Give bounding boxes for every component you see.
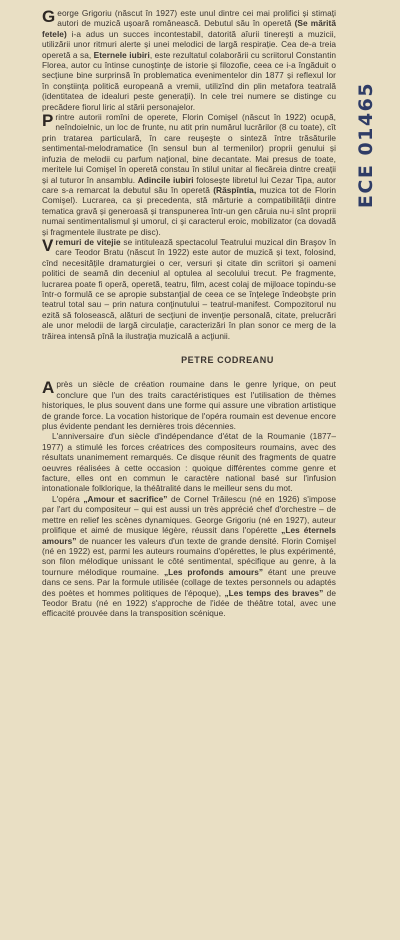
french-paragraph-works (42, 494, 336, 619)
work-title: „Les temps des braves” (224, 587, 324, 598)
text-run: eorge Grigoriu (născut în 1927) este unul dintre cei mai prolifici și stimați autori de muzică ușoară românească. Debutul său în operetă (57, 8, 336, 29)
work-title: „Les profonds amours” (163, 566, 264, 577)
paragraph-bratu (42, 237, 336, 341)
french-section (42, 379, 336, 618)
text-run: rintre autorii romîni de operete, Florin Comişel (născut în 1922) ocupă, neîndoielnic, un loc de frunte, nu atit prin numărul lucrărilor (8 cu toate), cît prin tratarea particulară, în care reuşeşte o sinteză între trăsăturile sentimental-melodramatice (în sensul bun al termenilor) proprii genului și infuzia de melodii cu parfum naţional, bine decantate. Mai presus de toate, meritele lui Comişel în operetă constau în stilul unitar al fiecăreia dintre creații și al tuturor în ansamblu. (42, 112, 336, 185)
text-run: muzica tot de Florin Comişel). Lucrarea, ca și precedenta, stă mărturie a compatibilității dintre tematica gravă și generoasă și transpunerea într-un gen căruia nu-i sînt proprii numai sentimentalismul şi umorul, ci şi caracterul eroic, mobilizator (ca dovadă și fragmentele ilustrate pe disc). (42, 184, 336, 237)
work-title: (Se mărită fetele) (42, 18, 337, 39)
drop-cap: P (42, 111, 54, 131)
text-run: se intitulează spectacolul Teatrului muzical din Braşov în care Teodor Bratu (născut în 1922) este autor de muzică și text, folosind, cînd necesitățile dramaturgiei o cer, versuri și citate din scriitori și oameni politici de seamă din deceniul al optulea al secolului trecut. Pe fragmente, lucrarea poate fi operă, operetă, teatru, film, acest colaj de mijloace topindu-se într-o formulă ce se apropie substanţial de ceea ce se înţelege îndeobşte prin teatrul total sau – prin natura conţinutului – teatrul-manifest. Compozitorul nu ezită să folosească, alături de secţiuni de invenţie personală, citate, prelucrări ale unor melodii de largă circulaţie, caracterizări în plan sonor ce merg de la trăirea intensă pînă la ilustraţia muzicală a acţiunii. (42, 236, 336, 341)
catalog-number: ECE 01465 (355, 81, 377, 209)
text-run: de Teodor Bratu (né en 1922) s'approche de l'idée de théâtre total, avec une efficacité prouvée dans la transposition scénique. (42, 587, 336, 619)
french-paragraph-anniversary (42, 431, 336, 493)
text-run: de Cornel Trăilescu (né en 1926) s'impose par l'art du compositeur – qui est aussi un très apprécié chef d'orchestre – de mettre en relief les scènes dynamiques. George Grigoriu (né en 1927), auteur prolifique et aimé de musique légère, réussit dans l'opérette (42, 493, 336, 536)
paragraph-comisel (42, 112, 336, 237)
work-title: remuri de vitejie (55, 236, 121, 247)
author-signature: PETRE CODREANU (181, 355, 274, 365)
text-run: de nuancer les valeurs d'un texte de grande densité. Florin Comişel (né en 1922) est, parmi les auteurs roumains d'opérettes, le plus expérimenté, son filon mélodique unissant le côté sentimental, spécifique au genre, à la tournure mélodique roumaine. (42, 535, 336, 577)
work-title: Eternele iubiri (93, 49, 150, 60)
drop-cap: A (42, 378, 55, 398)
text-run: L'anniversaire d'un siècle d'indépendance d'état de la Roumanie (1877–1977) a stimulé les forces créatrices des compositeurs roumains, avec des résultats unanimement remarqués. Ce disque réunit des fragments de quatre oeuvres réalisées à cette occasion : quoique différentes comme genre et facture, elles ont en commun le caractère national basé sur l'infusion intonationale folklorique, la théâtralité dans le meilleur sens du mot. (42, 431, 336, 494)
text-run: L'opéra (52, 493, 84, 504)
text-run: étant une preuve dans ce sens. Par la formule utilisée (collage de textes personnels ou adaptés des poètes et hommes politiques de l'époque), (42, 566, 337, 598)
text-run: folosește libretul lui Cezar Tipa, autor care s-a remarcat la debutul său în operetă (42, 174, 336, 195)
work-title: „Amour et sacrifice” (83, 493, 168, 504)
drop-cap: G (42, 7, 56, 26)
text-column (42, 8, 336, 619)
drop-cap: V (42, 235, 54, 255)
work-title: Adincile iubiri (137, 174, 194, 185)
text-run: près un siècle de création roumaine dans le genre lyrique, on peut conclure que l'un des traits caractéristiques est l'utilisation de thèmes historiques, le plus souvent dans une forme qui assure une vibration artistique de grande force. La vocation historique de l'opéra roumain est devenue encore plus évidente pendant les dernières trois décennies. (42, 379, 336, 432)
text-run: i-a adus un succes incontestabil, datorită aîurii tinereşti a muzicii, utilizării unor ritmuri alerte și unei melodici de largă respirație. Cea de-a treia operetă a sa, (42, 28, 336, 60)
french-paragraph-intro (42, 379, 336, 431)
work-title: „Les éternels amours” (42, 525, 336, 546)
work-title: (Răspîntia, (213, 184, 257, 195)
catalog-number-stamp (346, 70, 386, 220)
paragraph-grigoriu (42, 8, 336, 112)
text-run: , este rezultatul colaborării cu scriitorul Constantin Florea, autor cu întinse cunoştinţe de istorie și filozofie, ceea ce i-a îngăduit o secțiune bine surprinsă în problematica evenimentelor din 1877 și reflexul lor în conștiința politică europeană a vremii, utilizînd din plin metafora teatrală (identitatea de idealuri peste generații). In cele trei numere se distinge cu precădere fiorul liric al stării personajelor. (42, 49, 337, 112)
